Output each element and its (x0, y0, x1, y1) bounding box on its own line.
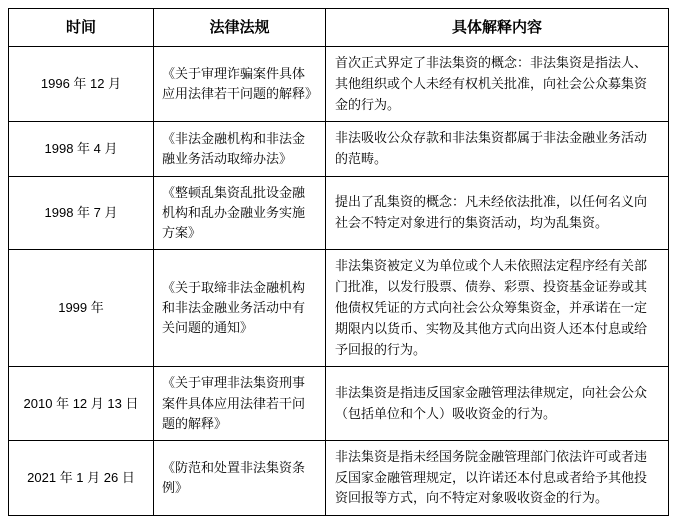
cell-time: 1998 年 4 月 (9, 122, 154, 177)
table-header (9, 9, 669, 47)
cell-description: 非法集资是指违反国家金融管理法律规定，向社会公众（包括单位和个人）吸收资金的行为。 (326, 367, 669, 440)
cell-time: 2010 年 12 月 13 日 (9, 367, 154, 440)
column-header-law: 法律法规 (154, 9, 326, 47)
cell-law: 《整顿乱集资乱批设金融机构和乱办金融业务实施方案》 (154, 176, 326, 249)
cell-description: 首次正式界定了非法集资的概念：非法集资是指法人、其他组织或个人未经有权机关批准，向社会公众募集资金的行为。 (326, 47, 669, 122)
cell-description: 非法吸收公众存款和非法集资都属于非法金融业务活动的范畴。 (326, 122, 669, 177)
table-row (9, 122, 669, 177)
cell-law: 《关于审理诈骗案件具体应用法律若干问题的解释》 (154, 47, 326, 122)
cell-time: 1998 年 7 月 (9, 176, 154, 249)
law-definition-table (8, 8, 669, 516)
table-row (9, 47, 669, 122)
table-header-row (9, 9, 669, 47)
cell-law: 《关于取缔非法金融机构和非法金融业务活动中有关问题的通知》 (154, 250, 326, 367)
cell-law: 《防范和处置非法集资条例》 (154, 440, 326, 515)
table-body (9, 47, 669, 516)
cell-law: 《关于审理非法集资刑事案件具体应用法律若干问题的解释》 (154, 367, 326, 440)
cell-time: 1996 年 12 月 (9, 47, 154, 122)
cell-description: 提出了乱集资的概念：凡未经依法批准，以任何名义向社会不特定对象进行的集资活动，均为乱集资。 (326, 176, 669, 249)
cell-time: 1999 年 (9, 250, 154, 367)
cell-description: 非法集资被定义为单位或个人未依照法定程序经有关部门批准，以发行股票、债券、彩票、投资基金证券或其他债权凭证的方式向社会公众筹集资金，并承诺在一定期限内以货币、实物及其他方式向出资人还本付息或给予回报的行为。 (326, 250, 669, 367)
cell-description: 非法集资是指未经国务院金融管理部门依法许可或者违反国家金融管理规定，以许诺还本付息或者给予其他投资回报等方式，向不特定对象吸收资金的行为。 (326, 440, 669, 515)
column-header-time: 时间 (9, 9, 154, 47)
cell-law: 《非法金融机构和非法金融业务活动取缔办法》 (154, 122, 326, 177)
table-row (9, 176, 669, 249)
cell-time: 2021 年 1 月 26 日 (9, 440, 154, 515)
table-row (9, 367, 669, 440)
table-row (9, 250, 669, 367)
table-row (9, 440, 669, 515)
column-header-description: 具体解释内容 (326, 9, 669, 47)
